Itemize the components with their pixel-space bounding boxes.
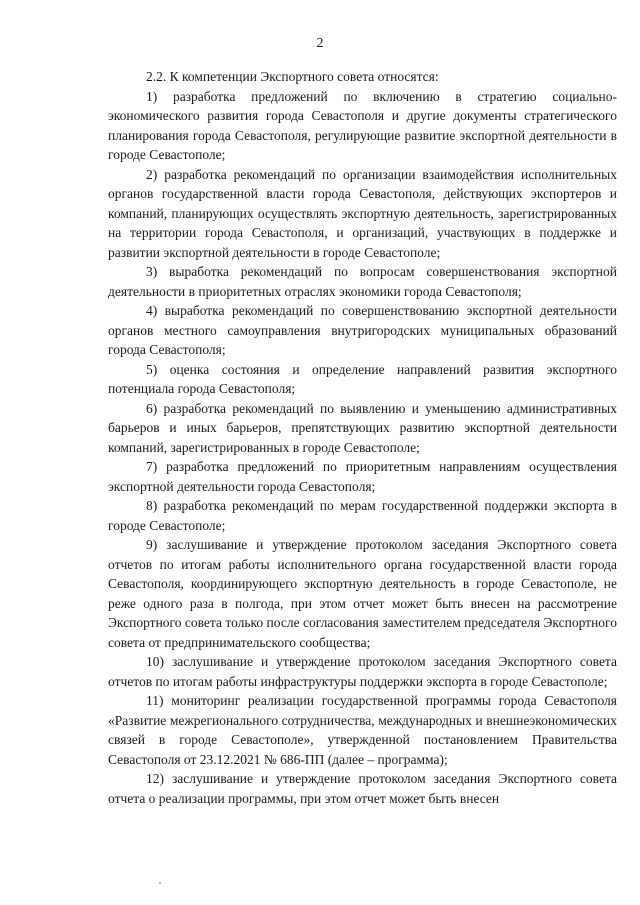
list-item-12: 12) заслушивание и утверждение протоколом заседания Экспортного совета отчета о реализации программы, при этом отчет может быть внесен xyxy=(108,771,617,806)
list-item-7: 7) разработка предложений по приоритетным направлениям осуществления экспортной деятельности города Севастополя; xyxy=(108,459,617,494)
list-item-3: 3) выработка рекомендаций по вопросам совершенствования экспортной деятельности в приоритетных отраслях экономики города Севастополя; xyxy=(108,264,617,299)
list-item-5: 5) оценка состояния и определение направлений развития экспортного потенциала города Севастополя; xyxy=(108,361,617,396)
document-body xyxy=(108,67,617,808)
list-item-8: 8) разработка рекомендаций по мерам государственной поддержки экспорта в городе Севастополе; xyxy=(108,498,617,533)
list-item-6: 6) разработка рекомендаций по выявлению и уменьшению административных барьеров и иных барьеров, препятствующих развитию экспортной деятельности компаний, зарегистрированных в городе Севастополе; xyxy=(108,400,617,455)
list-item-2: 2) разработка рекомендаций по организации взаимодействия исполнительных органов государственной власти города Севастополя, действующих экспортеров и компаний, планирующих осуществлять экспортную деятельность, зарегистрированных на территории города Севастополя, и организаций, участвующих в поддержке и развитии экспортной деятельности в городе Севастополе; xyxy=(108,166,617,260)
list-item-4: 4) выработка рекомендаций по совершенствованию экспортной деятельности органов местного самоуправления внутригородских муниципальных образований города Севастополя; xyxy=(108,303,617,357)
list-item-9: 9) заслушивание и утверждение протоколом заседания Экспортного совета отчетов по итогам работы исполнительного органа государственной власти города Севастополя, координирующего экспортную деятельность в городе Севастополе, не реже одного раза в полгода, при этом отчет может быть внесен на рассмотрение Экспортного совета только после согласования заместителем председателя Экспортного совета от предпринимательского сообщества; xyxy=(108,537,617,650)
list-item-10: 10) заслушивание и утверждение протоколом заседания Экспортного совета отчетов по итогам работы инфраструктуры поддержки экспорта в городе Севастополе; xyxy=(108,654,617,689)
list-item-11: 11) мониторинг реализации государственной программы города Севастополя «Развитие межрегионального сотрудничества, международных и внешнеэкономических связей в городе Севастополе», утвержденной постановлением Правительства Севастополя от 23.12.2021 № 686-ПП (далее – программа); xyxy=(108,693,617,767)
page-number: 2 xyxy=(316,36,324,51)
section-intro: 2.2. К компетенции Экспортного совета относятся: xyxy=(146,69,439,84)
list-item-1: 1) разработка предложений по включению в стратегию социально-экономического развития города Севастополя и другие документы стратегического планирования города Севастополя, регулирующие развитие экспортной деятельности в городе Севастополе; xyxy=(108,88,617,162)
scan-speck xyxy=(159,882,161,884)
